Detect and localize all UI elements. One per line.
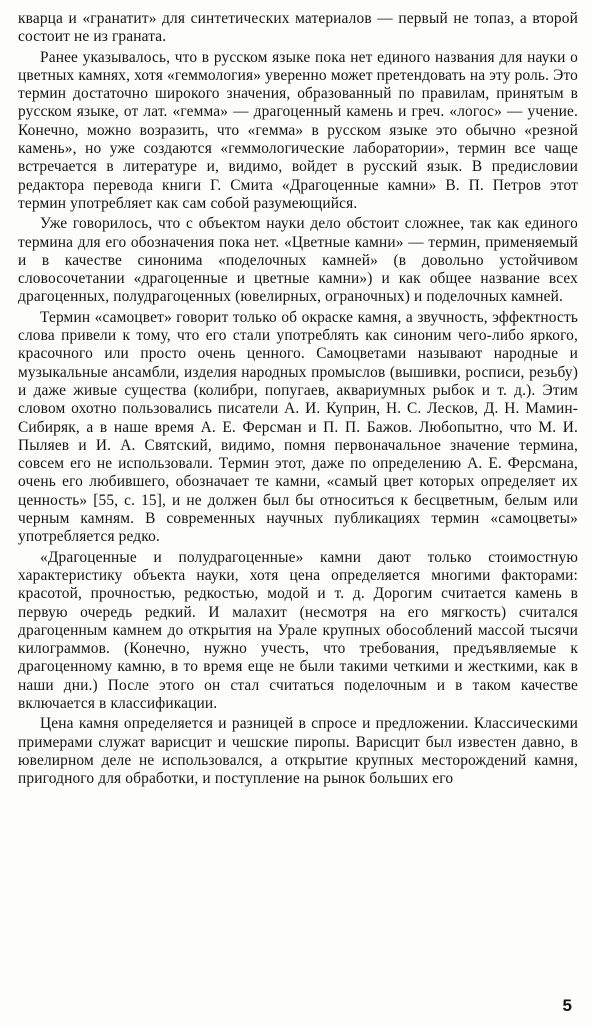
paragraph-price-demand: Цена камня определяется и разницей в спросе и предложении. Классическими примерами служат варисцит и чешские пиропы. Варисцит был известен давно, в ювелирном деле не использовался, а открытие крупных месторождений камня, пригодного для обработки, и поступление на рынок больших его bbox=[18, 715, 578, 788]
paragraph-samotsvet: Термин «самоцвет» говорит только об окраске камня, а звучность, эффектность слова привели к тому, что его стали употреблять как синоним чего-либо яркого, красочного или просто очень ценного. Самоцветами называют народные и музыкальные ансамбли, изделия народных промыслов (вышивки, росписи, резьбу) и даже живые существа (колибри, попугаев, аквариумных рыбок и т. д.). Этим словом охотно пользовались писатели А. И. Куприн, Н. С. Лесков, Д. Н. Мамин-Сибиряк, а в наше время А. Е. Ферсман и П. П. Бажов. Любопытно, что М. И. Пыляев и И. А. Святский, видимо, помня первоначальное значение термина, совсем его не использовали. Термин этот, даже по определению А. Е. Ферсмана, очень его любившего, обозначает те камни, «самый цвет которых определяет их ценность» [55, с. 15], и не должен был бы относиться к бесцветным, белым или черным камням. В современных научных публикациях термин «самоцветы» употребляется редко. bbox=[18, 308, 578, 546]
paragraph-colored-stones: Уже говорилось, что с объектом науки дело обстоит сложнее, так как единого термина для его обозначения пока нет. «Цветные камни» — термин, применяемый и в качестве синонима «поделочных камней» (в довольно устойчивом словосочетании «драгоценные и цветные камни») и как общее название всех драгоценных, полудрагоценных (ювелирных, ограночных) и поделочных камней. bbox=[18, 215, 578, 306]
paragraph-continuation: кварца и «гранатит» для синтетических материалов — первый не топаз, а второй состоит не из граната. bbox=[18, 10, 578, 46]
paragraph-precious-semiprecious: «Драгоценные и полудрагоценные» камни дают только стоимостную характеристику объекта науки, хотя цена определяется многими факторами: красотой, прочностью, редкостью, модой и т. д. Дорогим считается камень в первую очередь редкий. И малахит (несмотря на его мягкость) считался драгоценным камнем до открытия на Урале крупных обособлений массой тысячи килограммов. (Конечно, нужно учесть, что требования, предъявляемые к драгоценному камню, в то время еще не были такими четкими и жесткими, как в наши дни.) После этого он стал считаться поделочным и в таком качестве включается в классификации. bbox=[18, 548, 578, 712]
paragraph-gemmology: Ранее указывалось, что в русском языке пока нет единого названия для науки о цветных камнях, хотя «геммология» уверенно может претендовать на эту роль. Это термин достаточно широкого значения, образованный по правилам, принятым в русском языке, от лат. «гемма» — драгоценный камень и греч. «логос» — учение. Конечно, можно возразить, что «гемма» в русском языке это обычно «резной камень», но уже создаются «геммологические лаборатории», термин все чаще встречается в литературе и, видимо, войдет в русский язык. В предисловии редактора перевода книги Г. Смита «Драгоценные камни» В. П. Петров этот термин употребляет как сам собой разумеющийся. bbox=[18, 48, 578, 212]
page-number: 5 bbox=[562, 996, 572, 1015]
body-text bbox=[18, 10, 578, 788]
